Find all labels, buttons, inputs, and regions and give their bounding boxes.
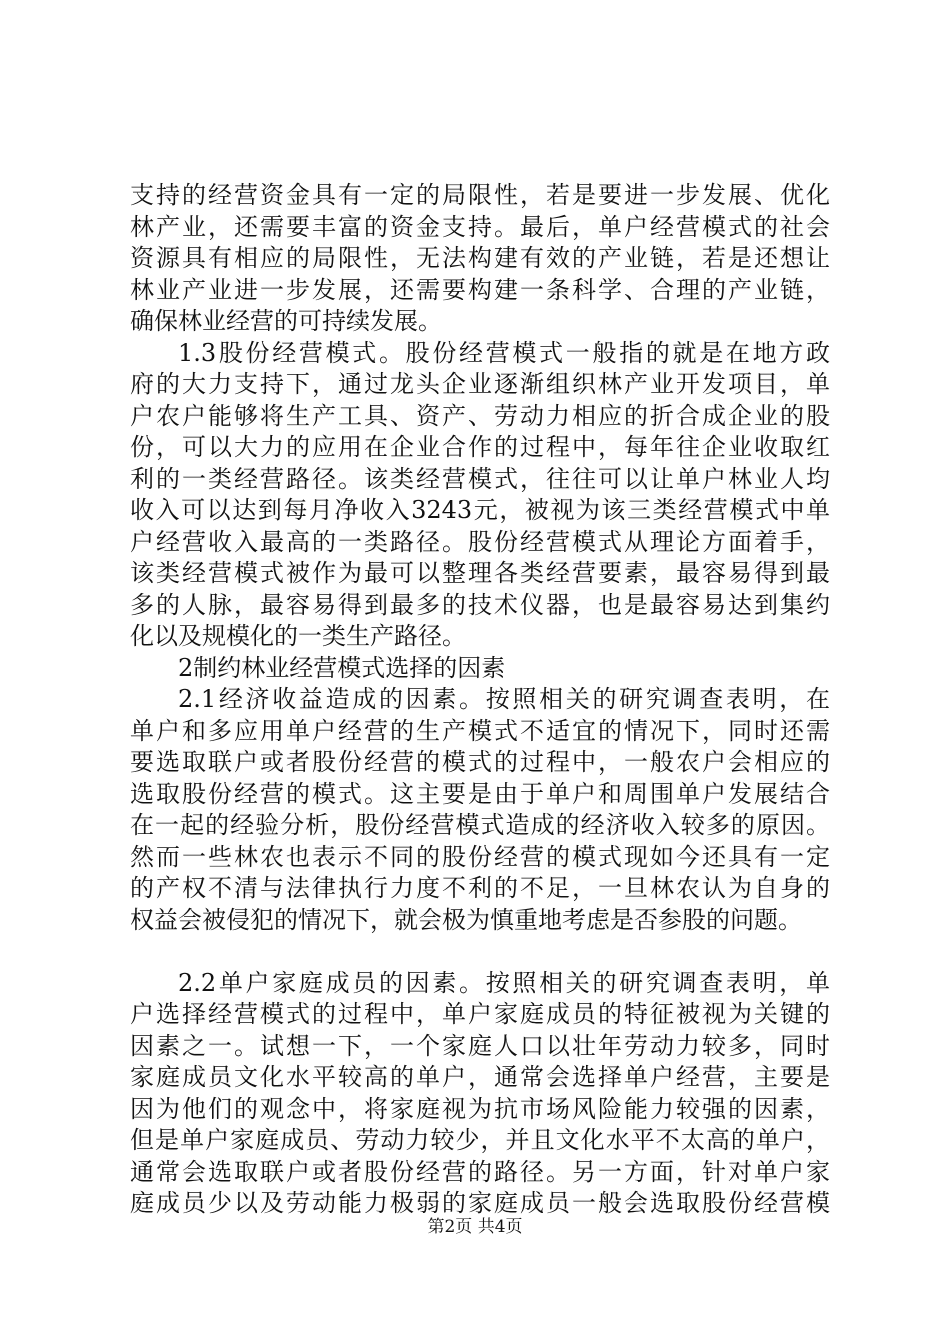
text-line: 林产业，还需要丰富的资金支持。最后，单户经营模式的社会: [130, 212, 830, 241]
text-line: 的产权不清与法律执行力度不利的不足，一旦林农认为自身的: [130, 874, 830, 902]
text-line: 要选取联户或者股份经营的模式的过程中，一般农户会相应的: [130, 748, 830, 776]
text-line: 利的一类经营路径。该类经营模式，往往可以让单户林业人均: [130, 464, 830, 493]
text-line: 多的人脉，最容易得到最多的技术仪器，也是最容易达到集约: [130, 590, 830, 619]
page-number-footer: 第2页 共4页: [427, 1217, 523, 1237]
paragraph-2-2-family-members: [130, 968, 830, 1220]
text-line: 选取股份经营的模式。这主要是由于单户和周围单户发展结合: [130, 779, 830, 808]
text-line: 确保林业经营的可持续发展。: [130, 307, 442, 335]
text-line: 权益会被侵犯的情况下，就会极为慎重地考虑是否参股的问题。: [130, 905, 802, 934]
text-line: 家庭成员文化水平较高的单户，通常会选择单户经营，主要是: [130, 1063, 830, 1091]
text-line: 支持的经营资金具有一定的局限性，若是要进一步发展、优化: [130, 181, 830, 209]
section-heading-2: [130, 653, 830, 685]
text-line: 然而一些林农也表示不同的股份经营的模式现如今还具有一定: [130, 842, 830, 871]
text-line: 因素之一。试想一下，一个家庭人口以壮年劳动力较多，同时: [130, 1031, 830, 1060]
text-line: 府的大力支持下，通过龙头企业逐渐组织林产业开发项目，单: [130, 370, 830, 398]
text-line: 户经营收入最高的一类路径。股份经营模式从理论方面着手，: [130, 527, 830, 556]
section-heading: 2制约林业经营模式选择的因素: [178, 653, 506, 682]
text-line: 2.1经济收益造成的因素。按照相关的研究调查表明，在: [178, 685, 830, 713]
text-line: 1.3股份经营模式。股份经营模式一般指的就是在地方政: [178, 338, 830, 367]
text-line: 资源具有相应的局限性，无法构建有效的产业链，若是还想让: [130, 244, 830, 272]
text-line: 该类经营模式被作为最可以整理各类经营要素，最容易得到最: [130, 559, 830, 587]
paragraph-gap: [130, 936, 830, 968]
text-line: 化以及规模化的一类生产路径。: [130, 622, 466, 650]
text-line: 林业产业进一步发展，还需要构建一条科学、合理的产业链，: [130, 275, 830, 304]
text-line: 但是单户家庭成员、劳动力较少，并且文化水平不太高的单户，: [130, 1126, 830, 1154]
text-line: 2.2单户家庭成员的因素。按照相关的研究调查表明，单: [178, 968, 830, 997]
text-line: 在一起的经验分析，股份经营模式造成的经济收入较多的原因。: [130, 811, 830, 839]
text-line: 收入可以达到每月净收入3243元，被视为该三类经营模式中单: [130, 496, 830, 524]
text-line: 单户和多应用单户经营的生产模式不适宜的情况下，同时还需: [130, 716, 830, 745]
paragraph-2-1-economic-factors: [130, 684, 830, 936]
paragraph-1-3-shareholding-model: [130, 338, 830, 653]
text-line: 通常会选取联户或者股份经营的路径。另一方面，针对单户家: [130, 1157, 830, 1186]
text-line: 份，可以大力的应用在企业合作的过程中，每年往企业收取红: [130, 433, 830, 461]
text-line: 庭成员少以及劳动能力极弱的家庭成员一般会选取股份经营模: [130, 1189, 830, 1217]
paragraph-single-household-limits: [130, 180, 830, 338]
text-line: 户农户能够将生产工具、资产、劳动力相应的折合成企业的股: [130, 401, 830, 430]
text-line: 户选择经营模式的过程中，单户家庭成员的特征被视为关键的: [130, 1000, 830, 1028]
text-line: 因为他们的观念中，将家庭视为抗市场风险能力较强的因素，: [130, 1094, 830, 1123]
body-text: [130, 180, 830, 1220]
